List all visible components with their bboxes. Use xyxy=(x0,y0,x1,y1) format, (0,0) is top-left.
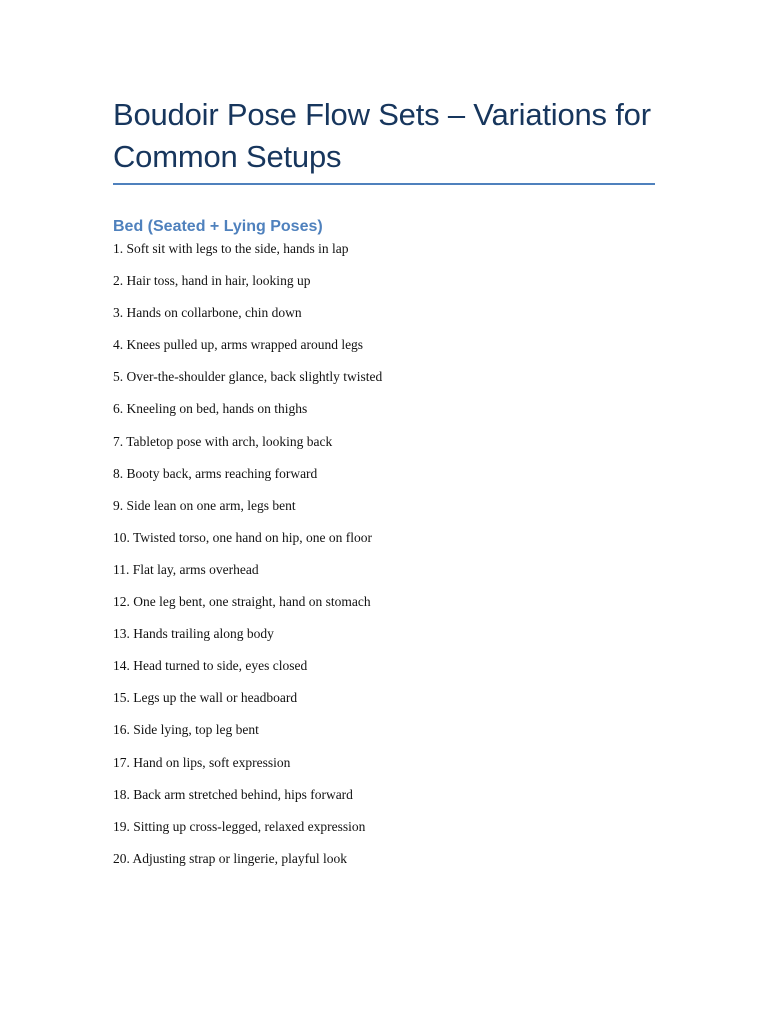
list-item: 10. Twisted torso, one hand on hip, one on floor xyxy=(113,529,373,545)
list-item: 9. Side lean on one arm, legs bent xyxy=(113,497,296,513)
pose-list-bed xyxy=(113,241,655,883)
list-item: 4. Knees pulled up, arms wrapped around legs xyxy=(113,337,364,353)
list-item: 6. Kneeling on bed, hands on thighs xyxy=(113,401,308,417)
list-item: 18. Back arm stretched behind, hips forward xyxy=(113,786,353,802)
document-body xyxy=(113,94,655,883)
section-heading-bed: Bed (Seated + Lying Poses) xyxy=(113,218,323,235)
list-item: 14. Head turned to side, eyes closed xyxy=(113,658,308,674)
list-item: 16. Side lying, top leg bent xyxy=(113,722,259,738)
list-item: 1. Soft sit with legs to the side, hands in lap xyxy=(113,241,349,256)
list-item: 12. One leg bent, one straight, hand on stomach xyxy=(113,594,371,610)
document-title: Boudoir Pose Flow Sets – Variations for Common Setups xyxy=(113,97,651,174)
title-underline-rule xyxy=(113,183,655,185)
list-item: 13. Hands trailing along body xyxy=(113,626,274,642)
list-item: 20. Adjusting strap or lingerie, playful look xyxy=(113,850,347,866)
list-item: 7. Tabletop pose with arch, looking back xyxy=(113,433,333,449)
list-item: 5. Over-the-shoulder glance, back slightly twisted xyxy=(113,369,383,385)
list-item: 17. Hand on lips, soft expression xyxy=(113,754,291,770)
list-item: 15. Legs up the wall or headboard xyxy=(113,690,298,706)
list-item: 2. Hair toss, hand in hair, looking up xyxy=(113,273,311,289)
list-item: 19. Sitting up cross-legged, relaxed expression xyxy=(113,818,366,834)
list-item: 8. Booty back, arms reaching forward xyxy=(113,465,318,481)
list-item: 3. Hands on collarbone, chin down xyxy=(113,305,302,321)
list-item: 11. Flat lay, arms overhead xyxy=(113,561,259,577)
